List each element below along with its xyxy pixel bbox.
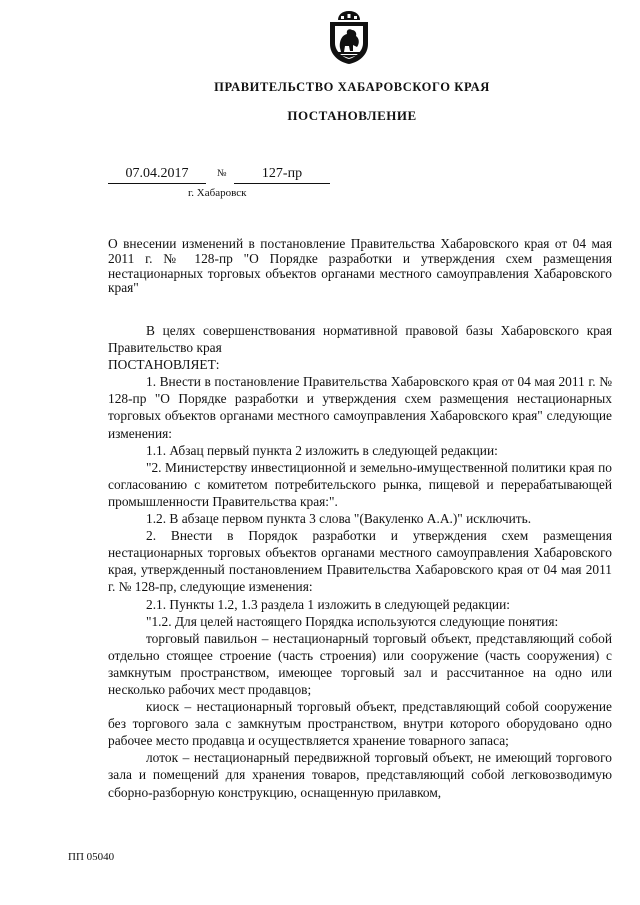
body-paragraph: киоск – нестационарный торговый объект, представляющий собой сооружение без торгового зала с замкнутым пространством, внутри которого оборудовано одно рабочее место продавца и осуществляется хранение товарного запаса;	[108, 699, 612, 749]
body-paragraph: 1.1. Абзац первый пункта 2 изложить в следующей редакции:	[146, 442, 498, 458]
body-paragraph: "2. Министерству инвестиционной и земельно-имущественной политики края по согласованию с комитетом потребительского рынка, пищевой и перерабатывающей промышленности Правительства края:".	[108, 459, 612, 509]
body-paragraph: лоток – нестационарный передвижной торговый объект, не имеющий торгового зала и помещений для хранения товаров, представляющий собой легковозводимую сборно-разборную конструкцию, оснащенную прилавком,	[108, 750, 612, 800]
document-type: ПОСТАНОВЛЕНИЕ	[287, 108, 417, 123]
document-number: 127-пр	[261, 166, 303, 181]
body-paragraph-decree: ПОСТАНОВЛЯЕТ:	[108, 357, 220, 373]
number-underline	[234, 183, 330, 184]
body-paragraph: 2.1. Пункты 1.2, 1.3 раздела 1 изложить в следующей редакции:	[146, 596, 510, 612]
body-paragraph: "1.2. Для целей настоящего Порядка используются следующие понятия:	[146, 613, 559, 629]
date-underline	[108, 183, 206, 184]
footer-code: ПП 05040	[68, 851, 115, 863]
document-city: г. Хабаровск	[188, 187, 247, 199]
organization-name: ПРАВИТЕЛЬСТВО ХАБАРОВСКОГО КРАЯ	[214, 80, 490, 94]
number-sign: №	[217, 168, 227, 179]
body-paragraph: торговый павильон – нестационарный торговый объект, представляющий собой отдельно стоящее строение (часть строения) или сооружение (часть сооружения) с замкнутым пространством, имеющее торговый зал и рассчитанное на одно или несколько рабочих мест продавцов;	[108, 630, 612, 697]
body-paragraph: 2. Внести в Порядок разработки и утверждения схем размещения нестационарных торговых объектов органами местного самоуправления Хабаровского края, утвержденный постановлением Правительства Хабаровского края от 04 мая 2011 г. № 128-пр, следующие изменения:	[108, 528, 612, 595]
coat-of-arms-icon	[326, 8, 372, 66]
document-date: 07.04.2017	[125, 166, 189, 181]
body-paragraph: В целях совершенствования нормативной правовой базы Хабаровского края Правительство края	[108, 323, 612, 356]
body-paragraph: 1.2. В абзаце первом пункта 3 слова "(Вакуленко А.А.)" исключить.	[146, 511, 532, 527]
body-paragraph: 1. Внести в постановление Правительства Хабаровского края от 04 мая 2011 г. № 128-пр "О Порядке разработки и утверждения схем размещения нестационарных торговых объектов органами местного самоуправления Хабаровского края" следующие изменения:	[108, 374, 612, 441]
document-subject: О внесении изменений в постановление Правительства Хабаровского края от 04 мая 2011 г. № 128-пр "О Порядке разработки и утверждения схем размещения нестационарных торговых объектов органами местного самоуправления Хабаровского края"	[108, 236, 612, 296]
document-body	[108, 322, 612, 801]
